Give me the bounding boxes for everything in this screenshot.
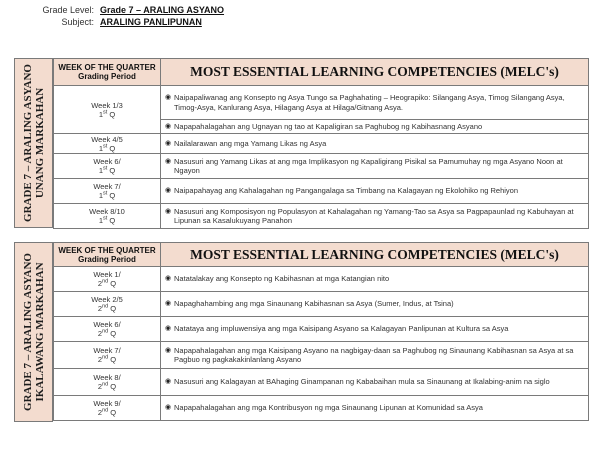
- week-cell: [54, 134, 161, 154]
- grade-level-line: [20, 5, 224, 16]
- table-row: [54, 369, 589, 396]
- week-label: Week 8/10: [89, 207, 125, 216]
- competency-text: Nasusuri ang Komposisyon ng Populasyon at Kahalagahan ng Yamang-Tao sa Asya sa Pagpapaunlad ng Kabuhayan at Lipunan sa Kasalukuyang Panahon: [174, 206, 574, 225]
- week-label: Week 9/: [93, 399, 121, 408]
- competency-cell: [161, 120, 589, 134]
- table-row: [54, 179, 589, 204]
- quarter-label: 2nd Q: [97, 381, 117, 391]
- radio-bullet-icon: ◉: [165, 122, 172, 130]
- melc-table: [53, 58, 589, 229]
- week-label: Week 1/3: [91, 100, 123, 110]
- week-label: Week 1/: [93, 270, 121, 279]
- competency-text: Napapahalagahan ang mga Kontribusyon ng mga Sinaunang Lipunan at Komunidad sa Asya: [174, 403, 483, 413]
- table-row: [54, 204, 589, 229]
- competency-cell: [161, 342, 589, 369]
- table-row: [54, 134, 589, 154]
- side-label-line1: GRADE 7 – ARALING ASYANO: [21, 64, 34, 222]
- quarter-side-label: [14, 58, 53, 228]
- competency-text: Napaghahambing ang mga Sinaunang Kabihasnan sa Asya (Sumer, Indus, at Tsina): [174, 299, 454, 309]
- radio-bullet-icon: ◉: [165, 94, 172, 101]
- quarter-label: 1st Q: [98, 109, 116, 119]
- competency-cell: [161, 292, 589, 317]
- radio-bullet-icon: ◉: [165, 207, 172, 215]
- subject-value: ARALING PANLIPUNAN: [100, 17, 202, 27]
- week-label: Week 4/5: [91, 134, 123, 144]
- radio-bullet-icon: ◉: [165, 378, 172, 386]
- week-cell: [54, 317, 161, 342]
- table-header-row: [54, 59, 589, 86]
- week-cell: [54, 86, 161, 134]
- week-label: Week 2/5: [91, 295, 123, 304]
- week-column-header: WEEK OF THE QUARTER Grading Period: [54, 59, 161, 86]
- quarter-side-label: [14, 242, 53, 422]
- table-row: [54, 86, 589, 120]
- week-label: Week 8/: [93, 373, 121, 382]
- competency-text: Nailalarawan ang mga Yamang Likas ng Asya: [174, 138, 327, 148]
- week-cell: [54, 342, 161, 369]
- side-label-line2: IKALAWANG MARKAHAN: [33, 262, 46, 402]
- subject-line: [20, 17, 202, 28]
- week-cell: [54, 179, 161, 204]
- radio-bullet-icon: ◉: [165, 139, 172, 147]
- competency-cell: [161, 204, 589, 229]
- melc-table-first-quarter: [14, 58, 588, 228]
- week-cell: [54, 396, 161, 421]
- radio-bullet-icon: ◉: [165, 325, 172, 333]
- competency-cell: [161, 267, 589, 292]
- week-label: Week 7/: [93, 346, 121, 355]
- subject-label: Subject:: [61, 17, 94, 27]
- competency-cell: [161, 396, 589, 421]
- week-label: Week 6/: [93, 157, 121, 166]
- quarter-label: 1st Q: [98, 215, 116, 225]
- competency-cell: [161, 179, 589, 204]
- radio-bullet-icon: ◉: [165, 187, 172, 195]
- table-row: [54, 154, 589, 179]
- competency-text: Napapahalagahan ang mga Kaisipang Asyano na nagbigay-daan sa Paghubog ng Sinaunang Kabihasnan sa Asya at sa Pagbuo ng pagkakakinlanlang Asyano: [174, 345, 574, 364]
- competency-text: Naipapahayag ang Kahalagahan ng Pangangalaga sa Timbang na Kalagayan ng Ekolohiko ng Rehiyon: [174, 186, 519, 196]
- quarter-label: 1st Q: [98, 190, 116, 200]
- radio-bullet-icon: ◉: [165, 346, 172, 354]
- competency-cell: [161, 317, 589, 342]
- table-row: [54, 317, 589, 342]
- quarter-label: 2nd Q: [97, 354, 117, 364]
- grade-level-value: Grade 7 – ARALING ASYANO: [100, 5, 225, 15]
- competency-text: Naipapaliwanag ang Konsepto ng Asya Tungo sa Paghahating – Heograpiko: Silangang Asya, Timog Silangang Asya, Timog-Asya, Kanlurang Asya, Hilagang Asya at Hilaga/Gitnang Asya.: [174, 93, 565, 112]
- competency-text: Nasusuri ang Kalagayan at BAhaging Ginampanan ng Kababaihan mula sa Sinaunang at Ikalabing-anim na siglo: [174, 377, 550, 387]
- quarter-label: 1st Q: [98, 165, 116, 175]
- competency-text: Napapahalagahan ang Ugnayan ng tao at Kapaligiran sa Paghubog ng Kabihasnang Asyano: [174, 121, 483, 131]
- competency-text: Natataya ang impluwensiya ang mga Kaisipang Asyano sa Kalagayan Panlipunan at Kultura sa Asya: [174, 324, 509, 334]
- table-row: [54, 396, 589, 421]
- table-header-row: [54, 243, 589, 267]
- melc-table-second-quarter: [14, 242, 588, 422]
- quarter-label: 1st Q: [98, 143, 116, 153]
- week-label: Week 6/: [93, 320, 121, 329]
- radio-bullet-icon: ◉: [165, 404, 172, 412]
- radio-bullet-icon: ◉: [165, 300, 172, 308]
- radio-bullet-icon: ◉: [165, 275, 172, 283]
- quarter-label: 2nd Q: [97, 278, 117, 288]
- week-cell: [54, 369, 161, 396]
- melc-column-header: MOST ESSENTIAL LEARNING COMPETENCIES (MELC's): [161, 243, 589, 267]
- competency-cell: [161, 154, 589, 179]
- week-cell: [54, 292, 161, 317]
- competency-cell: [161, 369, 589, 396]
- melc-table: [53, 242, 589, 421]
- competency-text: Natatalakay ang Konsepto ng Kabihasnan at mga Katangian nito: [174, 274, 390, 284]
- radio-bullet-icon: ◉: [165, 157, 172, 165]
- melc-column-header: MOST ESSENTIAL LEARNING COMPETENCIES (MELC's): [161, 59, 589, 86]
- week-cell: [54, 154, 161, 179]
- table-row: [54, 342, 589, 369]
- week-column-header: WEEK OF THE QUARTER Grading Period: [54, 243, 161, 267]
- competency-text: Nasusuri ang Yamang Likas at ang mga Implikasyon ng Kapaligirang Pisikal sa Pamumuhay ng mga Asyano Noon at Ngayon: [174, 156, 563, 175]
- competency-cell: [161, 86, 589, 120]
- table-row: [54, 292, 589, 317]
- competency-cell: [161, 134, 589, 154]
- table-row: [54, 267, 589, 292]
- week-cell: [54, 267, 161, 292]
- quarter-label: 2nd Q: [97, 328, 117, 338]
- side-label-line2: UNANG MARKAHAN: [33, 87, 46, 199]
- week-cell: [54, 204, 161, 229]
- grade-level-label: Grade Level:: [42, 5, 94, 15]
- quarter-label: 2nd Q: [97, 303, 117, 313]
- week-label: Week 7/: [93, 182, 121, 191]
- quarter-label: 2nd Q: [97, 407, 117, 417]
- side-label-line1: GRADE 7 – ARALING ASYANO: [21, 253, 34, 411]
